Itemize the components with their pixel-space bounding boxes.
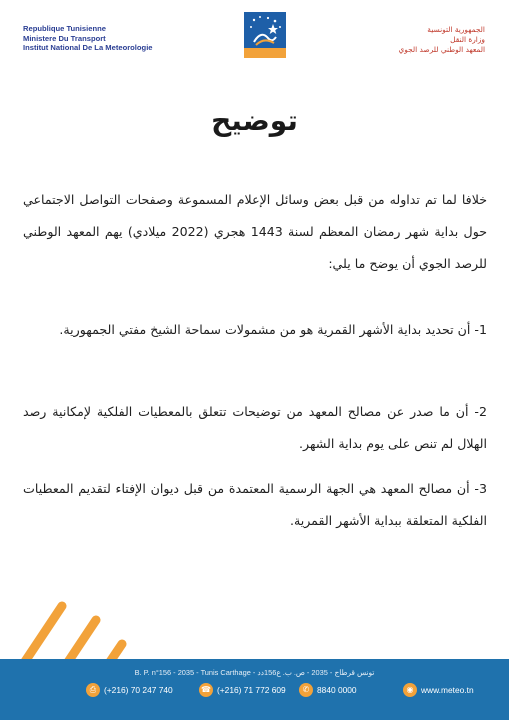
footer-toll-free: [299, 683, 357, 697]
header-fr-line-2: Ministere Du Transport: [23, 33, 106, 43]
paragraph-intro: خلافا لما تم تداوله من قبل بعض وسائل الإعلام المسموعة وصفحات التواصل الاجتماعي حول بداية شهر رمضان المعظم لسنة 1443 هجري (2022 ميلادي) يهم المعهد الوطني للرصد الجوي أن يوضح ما يلي:: [23, 192, 487, 271]
footer-address: B. P. n°156 - 2035 - Tunis Carthage - تونس قرطاج - 2035 - ص. ب. ع156دد: [134, 668, 375, 677]
paragraph-point-2: 2- أن ما صدر عن مصالح المعهد من توضيحات تتعلق بالمعطيات الفلكية لإمكانية رصد الهلال لم تنص على يوم بداية الشهر.: [23, 404, 487, 451]
institute-logo: [244, 12, 286, 58]
phone-number: (+216) 71 772 609: [217, 685, 286, 695]
header-fr-line-3: Institut National De La Meteorologie: [23, 43, 153, 53]
header-institution-ar: [399, 25, 485, 55]
website-link[interactable]: www.meteo.tn: [421, 685, 474, 695]
paragraph-point-1: 1- أن تحديد بداية الأشهر القمرية هو من مشمولات سماحة الشيخ مفتي الجمهورية.: [59, 322, 487, 337]
fax-icon: ⎙: [86, 683, 100, 697]
toll-free-number: 8840 0000: [317, 685, 357, 695]
footer-phone: [199, 683, 286, 697]
header-fr-line-1: Republique Tunisienne: [23, 24, 106, 33]
globe-icon: ◉: [403, 683, 417, 697]
header-ar-line-3: المعهد الوطني للرصد الجوي: [398, 45, 485, 54]
footer-website[interactable]: [403, 683, 474, 697]
toll-free-icon: ✆: [299, 683, 313, 697]
fax-number: (+216) 70 247 740: [104, 685, 173, 695]
paragraph-point-3: 3- أن مصالح المعهد هي الجهة الرسمية المعتمدة من قبل ديوان الإفتاء لتقديم المعطيات الفلكية المتعلقة ببداية الأشهر القمرية.: [23, 481, 487, 528]
header-institution-fr: [23, 24, 153, 53]
header-ar-line-2: وزارة النقل: [450, 35, 485, 44]
document-title: توضيح: [211, 104, 298, 137]
header-ar-line-1: الجمهورية التونسية: [427, 25, 485, 34]
footer-contacts: [0, 683, 509, 699]
footer-fax: [86, 683, 173, 697]
phone-icon: ☎: [199, 683, 213, 697]
